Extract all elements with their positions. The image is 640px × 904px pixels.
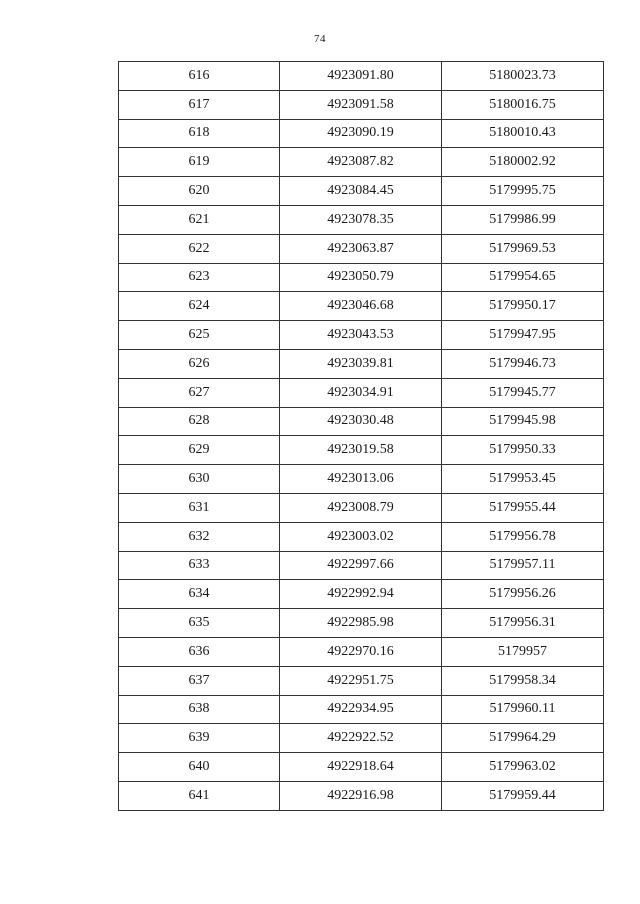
coordinates-table-body <box>119 62 604 811</box>
table-row <box>119 637 604 666</box>
y-coordinate-cell: 5179956.26 <box>442 580 604 609</box>
x-coordinate-cell: 4923084.45 <box>280 177 442 206</box>
x-coordinate-cell: 4923050.79 <box>280 263 442 292</box>
table-row <box>119 263 604 292</box>
y-coordinate-cell: 5179954.65 <box>442 263 604 292</box>
y-coordinate-cell: 5179957 <box>442 637 604 666</box>
y-coordinate-cell: 5179959.44 <box>442 781 604 810</box>
table-row <box>119 349 604 378</box>
x-coordinate-cell: 4923008.79 <box>280 493 442 522</box>
y-coordinate-cell: 5179964.29 <box>442 724 604 753</box>
table-row <box>119 90 604 119</box>
y-coordinate-cell: 5179956.78 <box>442 522 604 551</box>
point-number-cell: 628 <box>119 407 280 436</box>
y-coordinate-cell: 5179950.33 <box>442 436 604 465</box>
x-coordinate-cell: 4923046.68 <box>280 292 442 321</box>
point-number-cell: 630 <box>119 465 280 494</box>
table-row <box>119 436 604 465</box>
point-number-cell: 637 <box>119 666 280 695</box>
table-row <box>119 695 604 724</box>
x-coordinate-cell: 4923043.53 <box>280 321 442 350</box>
x-coordinate-cell: 4923030.48 <box>280 407 442 436</box>
y-coordinate-cell: 5180016.75 <box>442 90 604 119</box>
y-coordinate-cell: 5179969.53 <box>442 234 604 263</box>
table-row <box>119 62 604 91</box>
table-row <box>119 753 604 782</box>
x-coordinate-cell: 4922997.66 <box>280 551 442 580</box>
x-coordinate-cell: 4922934.95 <box>280 695 442 724</box>
table-row <box>119 609 604 638</box>
y-coordinate-cell: 5180002.92 <box>442 148 604 177</box>
y-coordinate-cell: 5179953.45 <box>442 465 604 494</box>
x-coordinate-cell: 4923019.58 <box>280 436 442 465</box>
table-row <box>119 580 604 609</box>
point-number-cell: 625 <box>119 321 280 350</box>
point-number-cell: 626 <box>119 349 280 378</box>
point-number-cell: 641 <box>119 781 280 810</box>
table-row <box>119 493 604 522</box>
x-coordinate-cell: 4923091.58 <box>280 90 442 119</box>
y-coordinate-cell: 5180010.43 <box>442 119 604 148</box>
x-coordinate-cell: 4923003.02 <box>280 522 442 551</box>
x-coordinate-cell: 4923090.19 <box>280 119 442 148</box>
x-coordinate-cell: 4922970.16 <box>280 637 442 666</box>
y-coordinate-cell: 5179963.02 <box>442 753 604 782</box>
point-number-cell: 619 <box>119 148 280 177</box>
y-coordinate-cell: 5179960.11 <box>442 695 604 724</box>
x-coordinate-cell: 4923087.82 <box>280 148 442 177</box>
table-row <box>119 666 604 695</box>
y-coordinate-cell: 5179945.98 <box>442 407 604 436</box>
x-coordinate-cell: 4922916.98 <box>280 781 442 810</box>
point-number-cell: 624 <box>119 292 280 321</box>
table-row <box>119 119 604 148</box>
point-number-cell: 638 <box>119 695 280 724</box>
point-number-cell: 640 <box>119 753 280 782</box>
y-coordinate-cell: 5179950.17 <box>442 292 604 321</box>
x-coordinate-cell: 4923091.80 <box>280 62 442 91</box>
y-coordinate-cell: 5179958.34 <box>442 666 604 695</box>
point-number-cell: 618 <box>119 119 280 148</box>
point-number-cell: 623 <box>119 263 280 292</box>
coordinates-table <box>118 61 604 811</box>
x-coordinate-cell: 4922918.64 <box>280 753 442 782</box>
point-number-cell: 636 <box>119 637 280 666</box>
point-number-cell: 634 <box>119 580 280 609</box>
y-coordinate-cell: 5179947.95 <box>442 321 604 350</box>
point-number-cell: 633 <box>119 551 280 580</box>
x-coordinate-cell: 4923063.87 <box>280 234 442 263</box>
table-row <box>119 234 604 263</box>
table-row <box>119 551 604 580</box>
point-number-cell: 632 <box>119 522 280 551</box>
table-row <box>119 148 604 177</box>
x-coordinate-cell: 4923013.06 <box>280 465 442 494</box>
y-coordinate-cell: 5180023.73 <box>442 62 604 91</box>
page-number: 74 <box>314 33 326 45</box>
y-coordinate-cell: 5179995.75 <box>442 177 604 206</box>
y-coordinate-cell: 5179956.31 <box>442 609 604 638</box>
y-coordinate-cell: 5179946.73 <box>442 349 604 378</box>
table-row <box>119 522 604 551</box>
x-coordinate-cell: 4923034.91 <box>280 378 442 407</box>
point-number-cell: 620 <box>119 177 280 206</box>
x-coordinate-cell: 4922992.94 <box>280 580 442 609</box>
point-number-cell: 617 <box>119 90 280 119</box>
table-row <box>119 465 604 494</box>
x-coordinate-cell: 4923078.35 <box>280 205 442 234</box>
x-coordinate-cell: 4922951.75 <box>280 666 442 695</box>
y-coordinate-cell: 5179986.99 <box>442 205 604 234</box>
point-number-cell: 629 <box>119 436 280 465</box>
table-row <box>119 724 604 753</box>
table-row <box>119 781 604 810</box>
table-row <box>119 378 604 407</box>
point-number-cell: 622 <box>119 234 280 263</box>
x-coordinate-cell: 4922985.98 <box>280 609 442 638</box>
point-number-cell: 627 <box>119 378 280 407</box>
table-row <box>119 321 604 350</box>
x-coordinate-cell: 4922922.52 <box>280 724 442 753</box>
table-row <box>119 205 604 234</box>
table-row <box>119 177 604 206</box>
y-coordinate-cell: 5179955.44 <box>442 493 604 522</box>
point-number-cell: 621 <box>119 205 280 234</box>
point-number-cell: 631 <box>119 493 280 522</box>
y-coordinate-cell: 5179945.77 <box>442 378 604 407</box>
point-number-cell: 635 <box>119 609 280 638</box>
table-row <box>119 292 604 321</box>
point-number-cell: 616 <box>119 62 280 91</box>
point-number-cell: 639 <box>119 724 280 753</box>
x-coordinate-cell: 4923039.81 <box>280 349 442 378</box>
table-row <box>119 407 604 436</box>
y-coordinate-cell: 5179957.11 <box>442 551 604 580</box>
